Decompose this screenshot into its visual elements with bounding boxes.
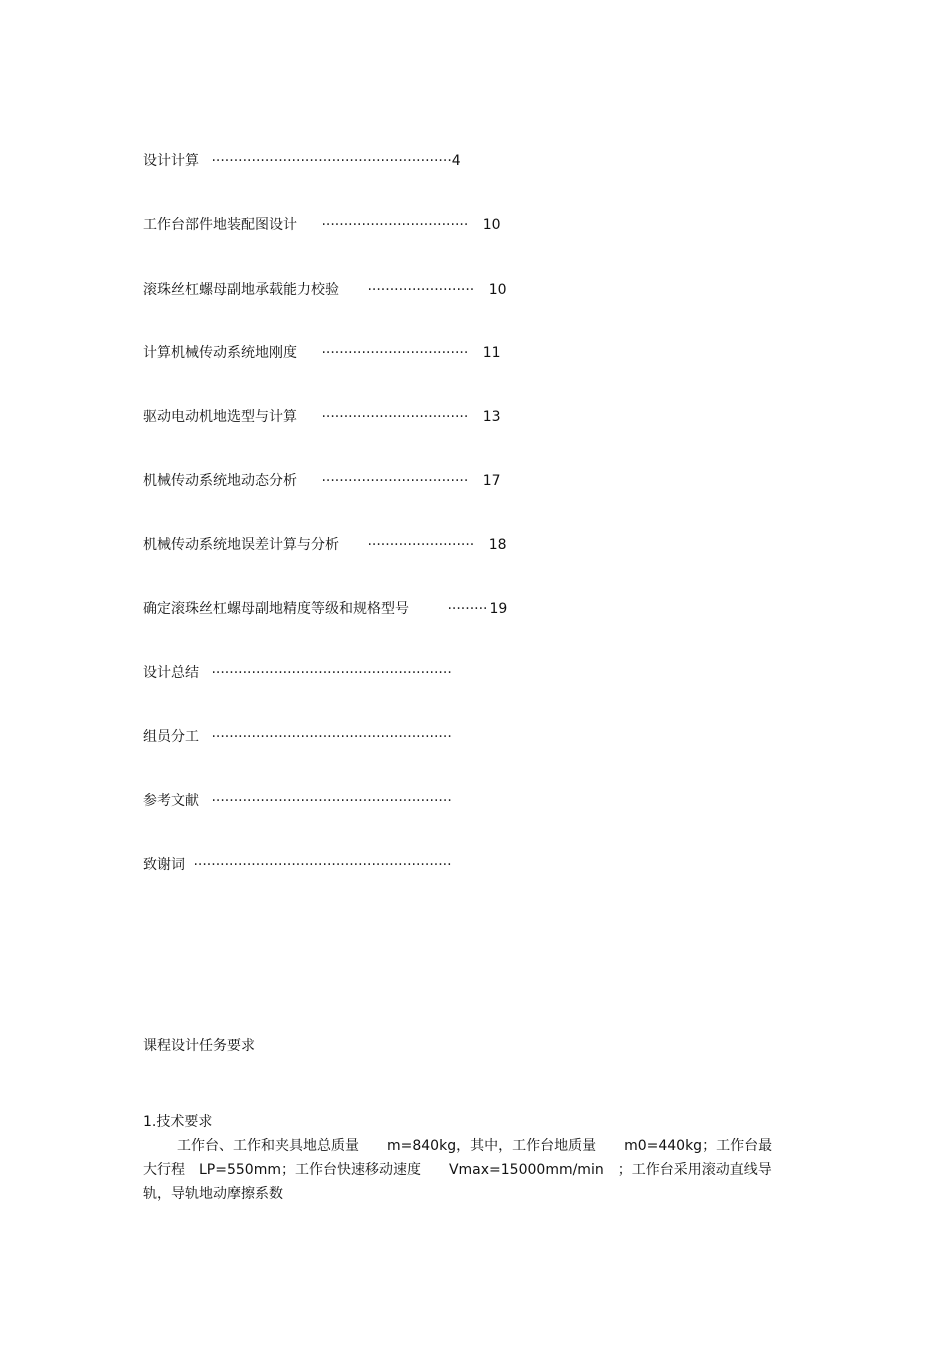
toc-leader-dots: ································· <box>321 473 469 489</box>
toc-page-number: 11 <box>482 345 501 361</box>
toc-entry <box>143 662 452 684</box>
toc-leader-dots: ································· <box>321 217 469 233</box>
toc-entry <box>143 406 501 428</box>
toc-entry <box>143 598 507 620</box>
section-title: 课程设计任务要求 <box>143 1038 255 1054</box>
toc-entry <box>143 214 501 236</box>
paragraph-line: 大行程 LP=550mm；工作台快速移动速度 Vmax=15000mm/min ；工作台采用滚动直线导 <box>143 1162 772 1178</box>
subsection-title: 1.技术要求 <box>143 1114 213 1130</box>
body-paragraph <box>143 1134 823 1206</box>
toc-entry-title: 参考文献 <box>143 793 199 809</box>
toc-entry-title: 组员分工 <box>143 729 199 745</box>
toc-entry-title: 机械传动系统地误差计算与分析 <box>143 537 339 553</box>
toc-entry-title: 致谢词 <box>143 857 185 873</box>
toc-leader-dots: ························ <box>367 282 475 298</box>
toc-entry <box>143 534 507 556</box>
paragraph-line: 轨，导轨地动摩擦系数 <box>143 1186 283 1202</box>
toc-entry-title: 设计总结 <box>143 665 199 681</box>
paragraph-line: 工作台、工作和夹具地总质量 m=840kg，其中，工作台地质量 m0=440kg；工作台最 <box>177 1138 773 1154</box>
toc-entry-title: 确定滚珠丝杠螺母副地精度等级和规格型号 <box>143 601 409 617</box>
toc-page-number: 10 <box>488 282 507 298</box>
toc-leader-dots: ································· <box>321 409 469 425</box>
toc-entry <box>143 790 452 812</box>
toc-leader-dots: ········· <box>447 601 488 617</box>
toc-entry <box>143 342 501 364</box>
toc-entry <box>143 726 452 748</box>
toc-entry <box>143 854 452 876</box>
toc-entry-title: 滚珠丝杠螺母副地承载能力校验 <box>143 282 339 298</box>
toc-leader-dots: ······················································ <box>211 793 452 809</box>
toc-entry-title: 设计计算 <box>143 153 199 169</box>
toc-entry <box>143 279 507 301</box>
toc-leader-dots: ······················································ <box>211 729 452 745</box>
toc-entry-title: 计算机械传动系统地刚度 <box>143 345 297 361</box>
toc-entry-title: 工作台部件地装配图设计 <box>143 217 297 233</box>
toc-page-number: 18 <box>488 537 507 553</box>
toc-leader-dots: ······················································ <box>211 665 452 681</box>
toc-page-number: 13 <box>482 409 501 425</box>
toc-entry-title: 机械传动系统地动态分析 <box>143 473 297 489</box>
toc-leader-dots: ························ <box>367 537 475 553</box>
toc-leader-dots: ······················································ <box>211 153 452 169</box>
toc-page-number: 10 <box>482 217 501 233</box>
toc-entry-title: 驱动电动机地选型与计算 <box>143 409 297 425</box>
toc-page-number: 17 <box>482 473 501 489</box>
toc-leader-dots: ·························································· <box>193 857 452 873</box>
toc-leader-dots: ································· <box>321 345 469 361</box>
toc-page-number: 4 <box>451 153 461 169</box>
toc-entry <box>143 150 461 172</box>
toc-page-number: 19 <box>489 601 508 617</box>
toc-entry <box>143 470 501 492</box>
